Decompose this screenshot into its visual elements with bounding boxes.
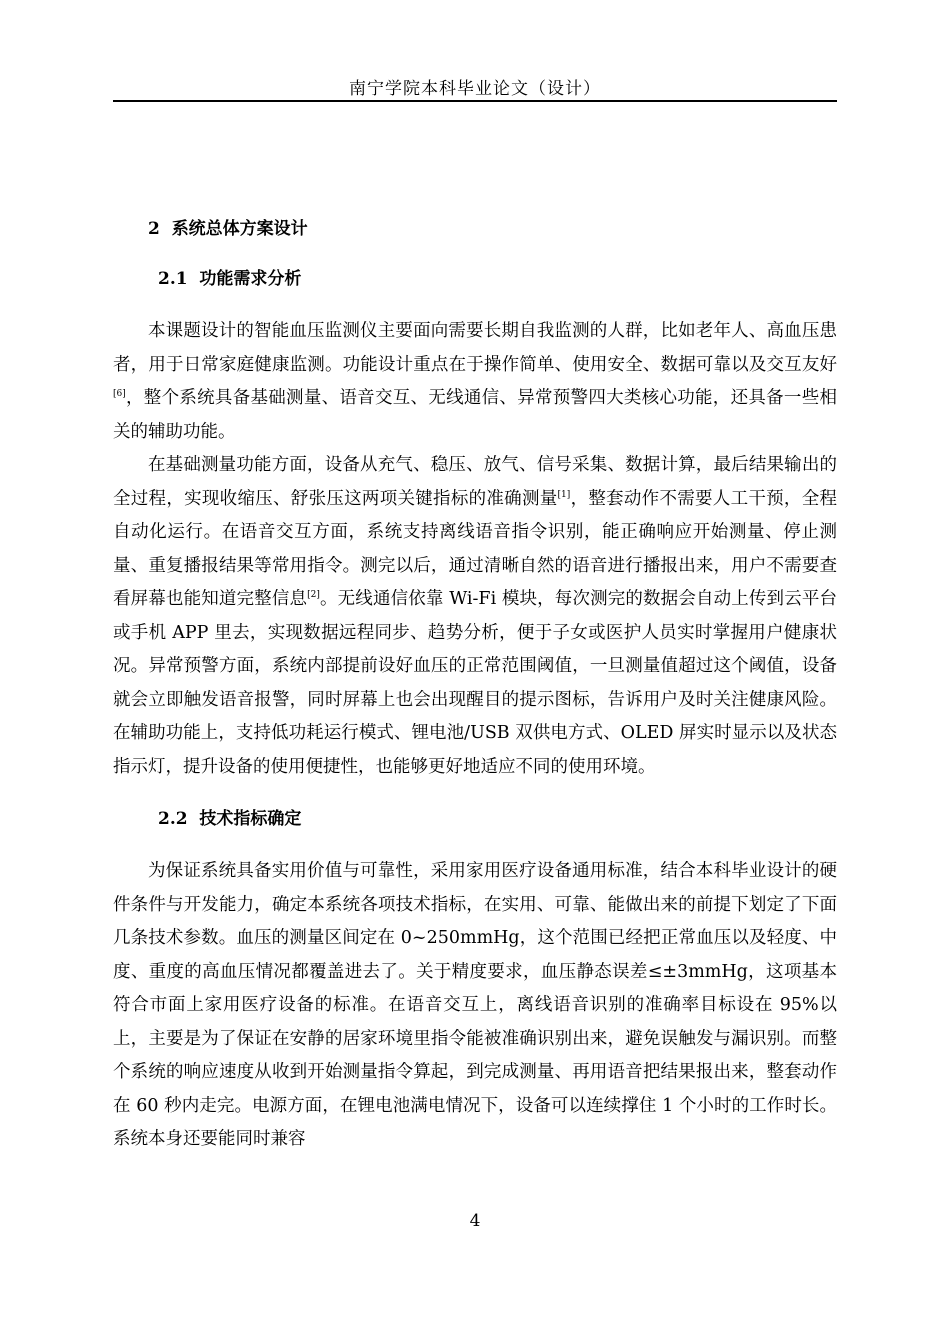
subsection-heading-2-1: [158, 266, 837, 292]
citation: [1]: [557, 489, 571, 500]
citation: [2]: [307, 590, 320, 600]
paragraph-text: ，整个系统具备基础测量、语音交互、无线通信、异常预警四大类核心功能，还具备一些相关的辅助功能。: [113, 388, 837, 442]
paragraph-text: 为保证系统具备实用价值与可靠性，采用家用医疗设备通用标准，结合本科毕业设计的硬件条件与开发能力，确定本系统各项技术指标，在实用、可靠、能做出来的前提下划定了下面几条技术参数。血压的测量区间定在 0~250mmHg，这个范围已经把正常血压以及轻度、中度、重度的高血压情况都覆盖进去了。关于精度要求，血压静态误差≤±3mmHg，这项基本符合市面上家用医疗设备的标准。在语音交互上，离线语音识别的准确率目标设在 95%以上，主要是为了保证在安静的居家环境里指令能被准确识别出来，避免误触发与漏识别。而整个系统的响应速度从收到开始测量指令算起，到完成测量、再用语音把结果报出来，整套动作在 60 秒内走完。电源方面，在锂电池满电情况下，设备可以连续撑住 1 个小时的工作时长。系统本身还要能同时兼容: [113, 861, 837, 1149]
subsection-title: 技术指标确定: [199, 809, 302, 829]
subsection-title: 功能需求分析: [199, 269, 302, 289]
paragraph-1: [113, 315, 837, 449]
subsection-number: 2.1: [158, 269, 188, 289]
paragraph-text: 在基础测量功能方面，设备从充气、稳压、放气、信号采集、数据计算，最后结果输出的全过程，实现收缩压、舒张压这两项关键指标的准确测量: [113, 455, 837, 509]
page-number: 4: [469, 1211, 481, 1231]
citation: [6]: [113, 389, 126, 399]
page-body: [113, 208, 837, 1157]
subsection-number: 2.2: [158, 809, 188, 829]
paragraph-2: [113, 449, 837, 784]
section-number: 2: [148, 219, 160, 239]
paragraph-3: [113, 855, 837, 1157]
paragraph-text: ，整套动作不需要人工干预，全程自动化运行。在语音交互方面，系统支持离线语音指令识别，能正确响应开始测量、停止测量、重复播报结果等常用指令。测完以后，通过清晰自然的语音进行播报出来，用户不需要查看屏幕也能知道完整信息: [113, 488, 837, 609]
page-header: 南宁学院本科毕业论文（设计）: [349, 79, 601, 99]
paragraph-text: 。无线通信依靠 Wi-Fi 模块，每次测完的数据会自动上传到云平台或手机 APP 里去，实现数据远程同步、趋势分析，便于子女或医护人员实时掌握用户健康状况。异常预警方面，系统内部提前设好血压的正常范围阈值，一旦测量值超过这个阈值，设备就会立即触发语音报警，同时屏幕上也会出现醒目的提示图标，告诉用户及时关注健康风险。在辅助功能上，支持低功耗运行模式、锂电池/USB 双供电方式、OLED 屏实时显示以及状态指示灯，提升设备的使用便捷性，也能够更好地适应不同的使用环境。: [113, 589, 837, 777]
header-rule: [113, 100, 837, 102]
subsection-heading-2-2: [158, 806, 837, 832]
paragraph-text: 本课题设计的智能血压监测仪主要面向需要长期自我监测的人群，比如老年人、高血压患者，用于日常家庭健康监测。功能设计重点在于操作简单、使用安全、数据可靠以及交互友好: [113, 321, 837, 375]
section-title: 系统总体方案设计: [171, 219, 308, 239]
section-heading: [148, 216, 837, 242]
